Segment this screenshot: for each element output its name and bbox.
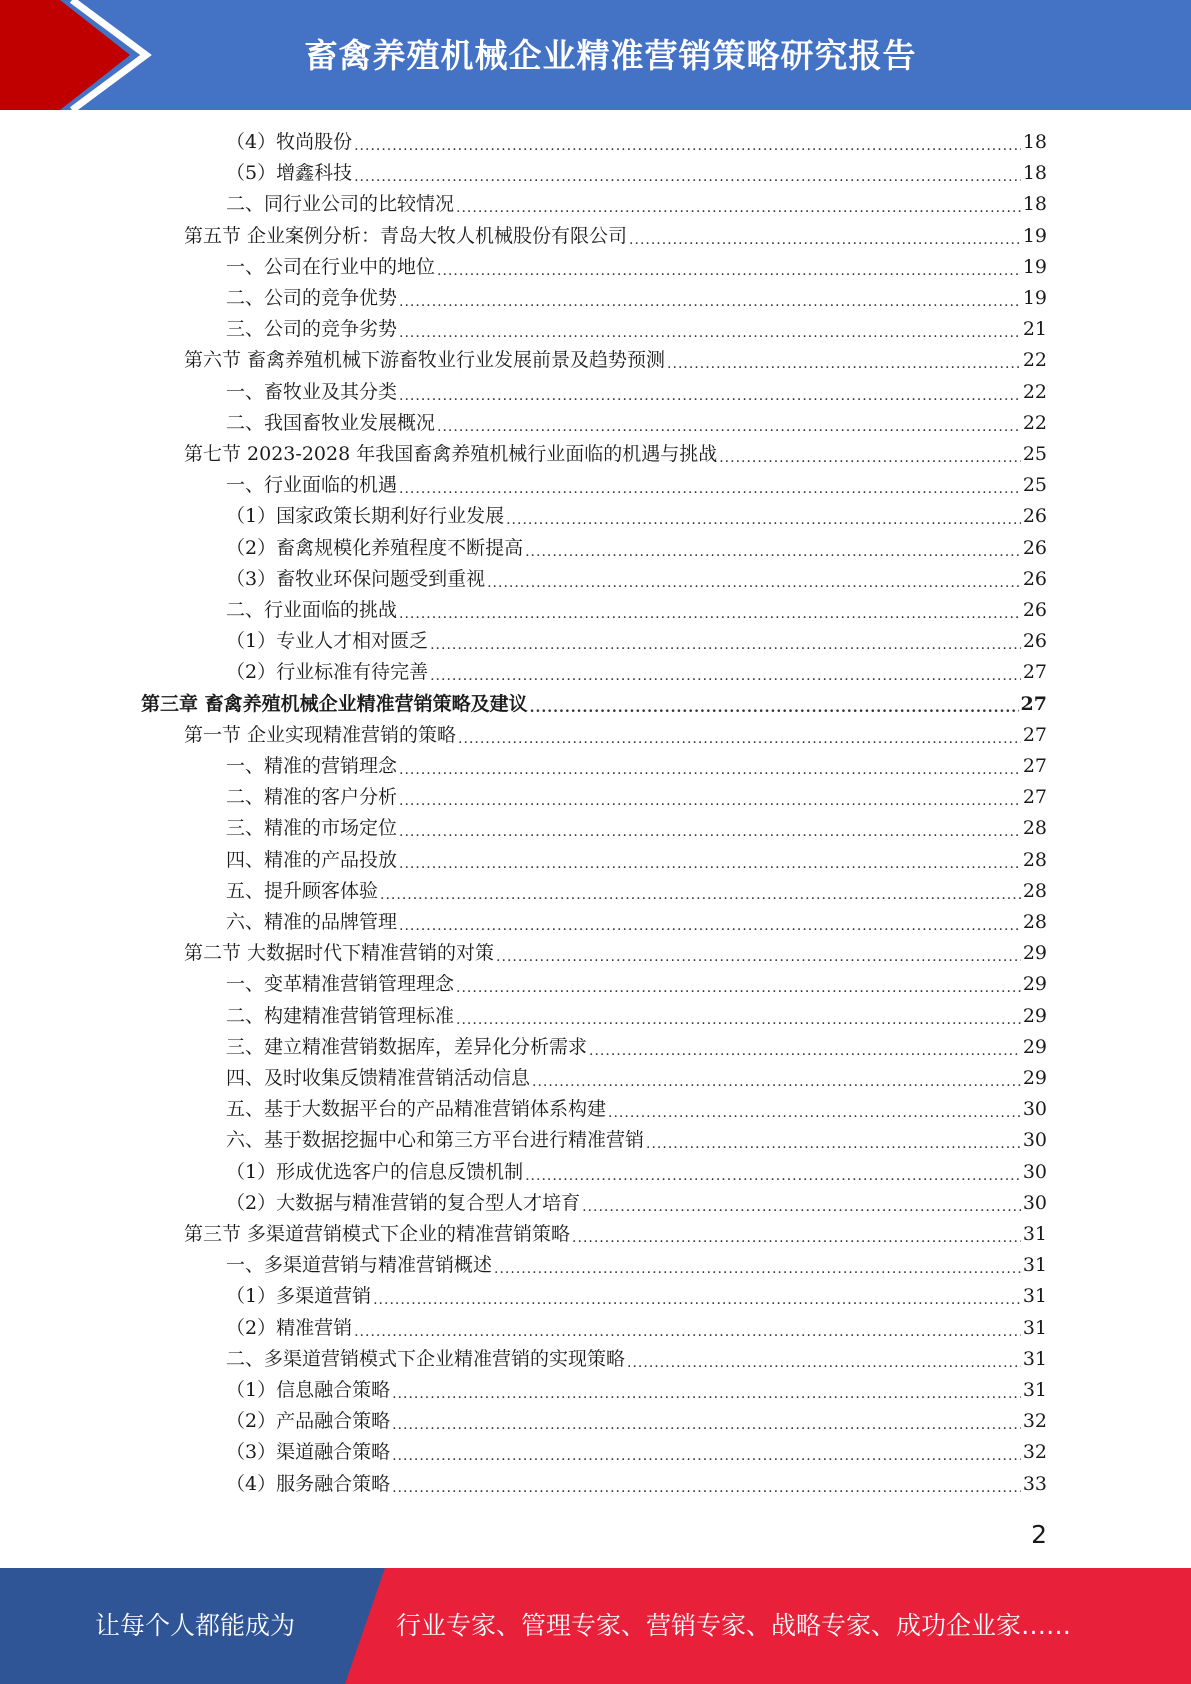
toc-dot-leader	[719, 446, 1021, 470]
toc-entry-title: 三、公司的竞争劣势	[226, 318, 398, 341]
toc-entry-page: 29	[1022, 1035, 1047, 1058]
toc-entry-page: 26	[1022, 630, 1047, 653]
toc-entry-page: 29	[1022, 942, 1047, 965]
header-banner	[0, 0, 1191, 110]
toc-dot-leader	[456, 196, 1021, 220]
toc-dot-leader	[646, 1132, 1021, 1156]
toc-entry[interactable]	[226, 252, 1047, 283]
toc-entry-title: 二、精准的客户分析	[226, 786, 398, 809]
toc-entry[interactable]	[226, 377, 1047, 408]
toc-entry-title: 第七节 2023-2028 年我国畜禽养殖机械行业面临的机遇与挑战	[184, 443, 718, 465]
toc-entry[interactable]	[226, 283, 1047, 314]
toc-entry-title: （2）行业标准有待完善	[226, 661, 429, 684]
toc-entry[interactable]	[226, 595, 1047, 626]
toc-dot-leader	[572, 1226, 1021, 1250]
toc-entry[interactable]	[184, 720, 1047, 751]
toc-dot-leader	[354, 134, 1021, 158]
toc-entry-title: 一、畜牧业及其分类	[226, 380, 398, 403]
toc-dot-leader	[354, 1320, 1021, 1344]
toc-entry-title: （2）大数据与精准营销的复合型人才培育	[226, 1191, 581, 1214]
toc-entry-title: （2）产品融合策略	[226, 1410, 391, 1433]
toc-entry-title: 一、多渠道营销与精准营销概述	[226, 1254, 493, 1277]
toc-entry-page: 22	[1022, 411, 1047, 434]
toc-dot-leader	[430, 664, 1021, 688]
toc-entry[interactable]	[226, 907, 1047, 938]
toc-entry[interactable]	[226, 1094, 1047, 1125]
toc-dot-leader	[392, 1476, 1021, 1500]
toc-dot-leader	[667, 352, 1021, 376]
toc-entry[interactable]	[226, 969, 1047, 1000]
toc-dot-leader	[399, 290, 1021, 314]
toc-dot-leader	[399, 820, 1021, 844]
toc-entry-title: 第五节 企业案例分析：青岛大牧人机械股份有限公司	[184, 224, 628, 247]
toc-entry-title: 第六节 畜禽养殖机械下游畜牧业行业发展前景及趋势预测	[184, 349, 666, 372]
toc-dot-leader	[589, 1039, 1021, 1063]
toc-entry[interactable]	[226, 1001, 1047, 1032]
toc-entry[interactable]	[226, 408, 1047, 439]
toc-dot-leader	[354, 165, 1021, 189]
toc-entry-page: 29	[1022, 1004, 1047, 1027]
toc-entry[interactable]	[226, 189, 1047, 220]
footer-slogan-right: 行业专家、管理专家、营销专家、战略专家、成功企业家……	[396, 1611, 1072, 1640]
toc-entry[interactable]	[184, 1219, 1047, 1250]
toc-entry-title: （4）牧尚股份	[226, 131, 353, 153]
toc-dot-leader	[496, 945, 1021, 969]
toc-entry-page: 27	[1022, 786, 1047, 809]
toc-entry[interactable]	[226, 314, 1047, 345]
toc-entry-page: 25	[1022, 443, 1047, 465]
toc-entry-title: 一、行业面临的机遇	[226, 474, 398, 497]
toc-dot-leader	[582, 1195, 1021, 1219]
toc-entry-title: 二、公司的竞争优势	[226, 287, 398, 309]
toc-entry[interactable]	[226, 564, 1047, 595]
footer-slogan-left: 让每个人都能成为	[94, 1611, 295, 1640]
toc-dot-leader	[392, 1382, 1021, 1406]
toc-dot-leader	[629, 228, 1021, 252]
toc-dot-leader	[506, 508, 1021, 532]
toc-entry[interactable]	[184, 345, 1047, 376]
toc-entry-page: 31	[1022, 1254, 1047, 1277]
toc-entry-page: 27	[1022, 755, 1047, 777]
toc-entry-page: 19	[1022, 255, 1047, 278]
toc-entry-title: 六、基于数据挖掘中心和第三方平台进行精准营销	[226, 1129, 645, 1152]
toc-dot-leader	[458, 727, 1021, 751]
toc-entry[interactable]	[226, 1188, 1047, 1219]
toc-entry-page: 31	[1022, 1223, 1047, 1245]
toc-entry[interactable]	[226, 501, 1047, 532]
toc-entry[interactable]	[226, 127, 1047, 158]
toc-entry-page: 21	[1022, 318, 1047, 341]
toc-dot-leader	[380, 883, 1021, 907]
toc-entry-page: 30	[1022, 1129, 1047, 1152]
toc-entry-page: 32	[1022, 1410, 1047, 1433]
toc-entry-title: 二、我国畜牧业发展概况	[226, 411, 436, 434]
toc-entry[interactable]	[226, 1375, 1047, 1406]
toc-entry-page: 18	[1022, 193, 1047, 216]
toc-entry-page: 26	[1022, 599, 1047, 621]
toc-entry-page: 31	[1022, 1285, 1047, 1308]
toc-entry-page: 27	[1022, 723, 1047, 746]
toc-entry-title: 三、建立精准营销数据库，差异化分析需求	[226, 1035, 588, 1058]
toc-dot-leader	[399, 602, 1021, 626]
toc-dot-leader	[532, 1070, 1021, 1094]
toc-entry-title: 一、精准的营销理念	[226, 755, 398, 777]
toc-dot-leader	[373, 1288, 1021, 1312]
toc-entry-title: （1）形成优选客户的信息反馈机制	[226, 1160, 524, 1183]
toc-entry-title: （1）专业人才相对匮乏	[226, 630, 429, 653]
toc-entry-title: 六、精准的品牌管理	[226, 911, 398, 933]
toc-dot-leader	[399, 477, 1021, 501]
toc-dot-leader	[525, 1164, 1021, 1188]
toc-entry-title: 第三章 畜禽养殖机械企业精准营销策略及建议	[141, 692, 528, 715]
toc-entry-title: （2）畜禽规模化养殖程度不断提高	[226, 536, 524, 559]
toc-dot-leader	[399, 914, 1021, 938]
toc-entry[interactable]	[226, 470, 1047, 501]
toc-entry-title: 四、及时收集反馈精准营销活动信息	[226, 1067, 531, 1089]
toc-entry[interactable]	[226, 751, 1047, 782]
toc-entry-page: 22	[1022, 380, 1047, 403]
toc-entry-page: 22	[1022, 349, 1047, 372]
toc-entry-page: 26	[1022, 505, 1047, 528]
toc-dot-leader	[399, 852, 1021, 876]
toc-entry-title: 一、公司在行业中的地位	[226, 255, 436, 278]
toc-entry-title: （1）多渠道营销	[226, 1285, 372, 1308]
toc-entry-page: 29	[1022, 1067, 1047, 1089]
page-number: 2	[1031, 1520, 1047, 1549]
toc-entry-page: 28	[1022, 879, 1047, 902]
toc-entry-title: 一、变革精准营销管理理念	[226, 973, 455, 996]
toc-entry-title: 三、精准的市场定位	[226, 817, 398, 840]
toc-dot-leader	[399, 789, 1021, 813]
toc-entry[interactable]	[226, 845, 1047, 876]
toc-entry[interactable]	[184, 439, 1047, 470]
toc-entry[interactable]	[226, 657, 1047, 688]
toc-entry-page: 27	[1020, 692, 1047, 715]
toc-entry[interactable]	[226, 1281, 1047, 1312]
toc-entry-title: （1）信息融合策略	[226, 1379, 391, 1401]
toc-entry-page: 28	[1022, 848, 1047, 871]
toc-entry-page: 19	[1022, 224, 1047, 247]
toc-entry-page: 30	[1022, 1098, 1047, 1121]
toc-entry-page: 25	[1022, 474, 1047, 497]
toc-dot-leader	[525, 540, 1021, 564]
toc-entry-page: 32	[1022, 1441, 1047, 1464]
toc-dot-leader	[456, 1008, 1021, 1032]
toc-entry-title: （2）精准营销	[226, 1316, 353, 1339]
toc-entry[interactable]	[226, 626, 1047, 657]
toc-entry-title: 第一节 企业实现精准营销的策略	[184, 723, 457, 746]
toc-dot-leader	[494, 1257, 1021, 1281]
toc-dot-leader	[392, 1444, 1021, 1468]
toc-entry-page: 30	[1022, 1191, 1047, 1214]
toc-entry-page: 31	[1022, 1379, 1047, 1401]
toc-dot-leader	[437, 259, 1021, 283]
toc-entry[interactable]	[226, 1437, 1047, 1468]
toc-entry-title: （4）服务融合策略	[226, 1472, 391, 1495]
toc-entry[interactable]	[226, 1125, 1047, 1156]
toc-entry[interactable]	[226, 1313, 1047, 1344]
toc-entry-title: （3）畜牧业环保问题受到重视	[226, 567, 486, 590]
toc-entry-page: 29	[1022, 973, 1047, 996]
toc-entry-page: 26	[1022, 536, 1047, 559]
toc-entry[interactable]	[141, 689, 1047, 720]
toc-dot-leader	[487, 571, 1021, 595]
toc-dot-leader	[456, 976, 1021, 1000]
report-title: 畜禽养殖机械企业精准营销策略研究报告	[304, 36, 917, 75]
toc-entry-page: 26	[1022, 567, 1047, 590]
toc-entry-title: 二、构建精准营销管理标准	[226, 1004, 455, 1027]
toc-entry-title: 二、行业面临的挑战	[226, 599, 398, 621]
toc-entry-title: 第三节 多渠道营销模式下企业的精准营销策略	[184, 1223, 571, 1245]
toc-entry[interactable]	[226, 1344, 1047, 1375]
toc-entry-page: 30	[1022, 1160, 1047, 1183]
toc-dot-leader	[399, 321, 1021, 345]
toc-entry[interactable]	[226, 1157, 1047, 1188]
toc-entry[interactable]	[226, 876, 1047, 907]
toc-entry-page: 28	[1022, 911, 1047, 933]
toc-entry[interactable]	[226, 813, 1047, 844]
toc-dot-leader	[399, 384, 1021, 408]
toc-entry[interactable]	[226, 1469, 1047, 1500]
toc-entry-title: 四、精准的产品投放	[226, 848, 398, 871]
toc-entry[interactable]	[184, 221, 1047, 252]
toc-entry-title: （1）国家政策长期利好行业发展	[226, 505, 505, 528]
toc-dot-leader	[392, 1413, 1021, 1437]
toc-entry[interactable]	[226, 782, 1047, 813]
toc-entry-title: 二、多渠道营销模式下企业精准营销的实现策略	[226, 1347, 626, 1370]
toc-entry-page: 31	[1022, 1347, 1047, 1370]
toc-entry-title: （5）增鑫科技	[226, 162, 353, 185]
toc-entry-page: 19	[1022, 287, 1047, 309]
toc-dot-leader	[530, 696, 1019, 720]
toc-entry[interactable]	[226, 1406, 1047, 1437]
toc-entry-title: 第二节 大数据时代下精准营销的对策	[184, 942, 495, 965]
toc-dot-leader	[430, 633, 1021, 657]
toc-entry-title: 五、提升顾客体验	[226, 879, 379, 902]
toc-entry[interactable]	[226, 533, 1047, 564]
toc-entry[interactable]	[226, 158, 1047, 189]
toc-entry-page: 18	[1022, 131, 1047, 153]
toc-dot-leader	[608, 1101, 1021, 1125]
toc-entry-page: 33	[1022, 1472, 1047, 1495]
toc-entry-page: 27	[1022, 661, 1047, 684]
toc-entry-title: （3）渠道融合策略	[226, 1441, 391, 1464]
toc-entry[interactable]	[184, 938, 1047, 969]
toc-dot-leader	[437, 415, 1021, 439]
toc-entry[interactable]	[226, 1063, 1047, 1094]
toc-entry-page: 28	[1022, 817, 1047, 840]
toc-entry[interactable]	[226, 1032, 1047, 1063]
toc-entry-title: 五、基于大数据平台的产品精准营销体系构建	[226, 1098, 607, 1121]
footer-banner	[0, 1568, 1191, 1684]
toc-entry-page: 31	[1022, 1316, 1047, 1339]
toc-entry[interactable]	[226, 1250, 1047, 1281]
toc-entry-title: 二、同行业公司的比较情况	[226, 193, 455, 216]
toc-entry-page: 18	[1022, 162, 1047, 185]
toc-dot-leader	[399, 758, 1021, 782]
toc-dot-leader	[627, 1351, 1021, 1375]
